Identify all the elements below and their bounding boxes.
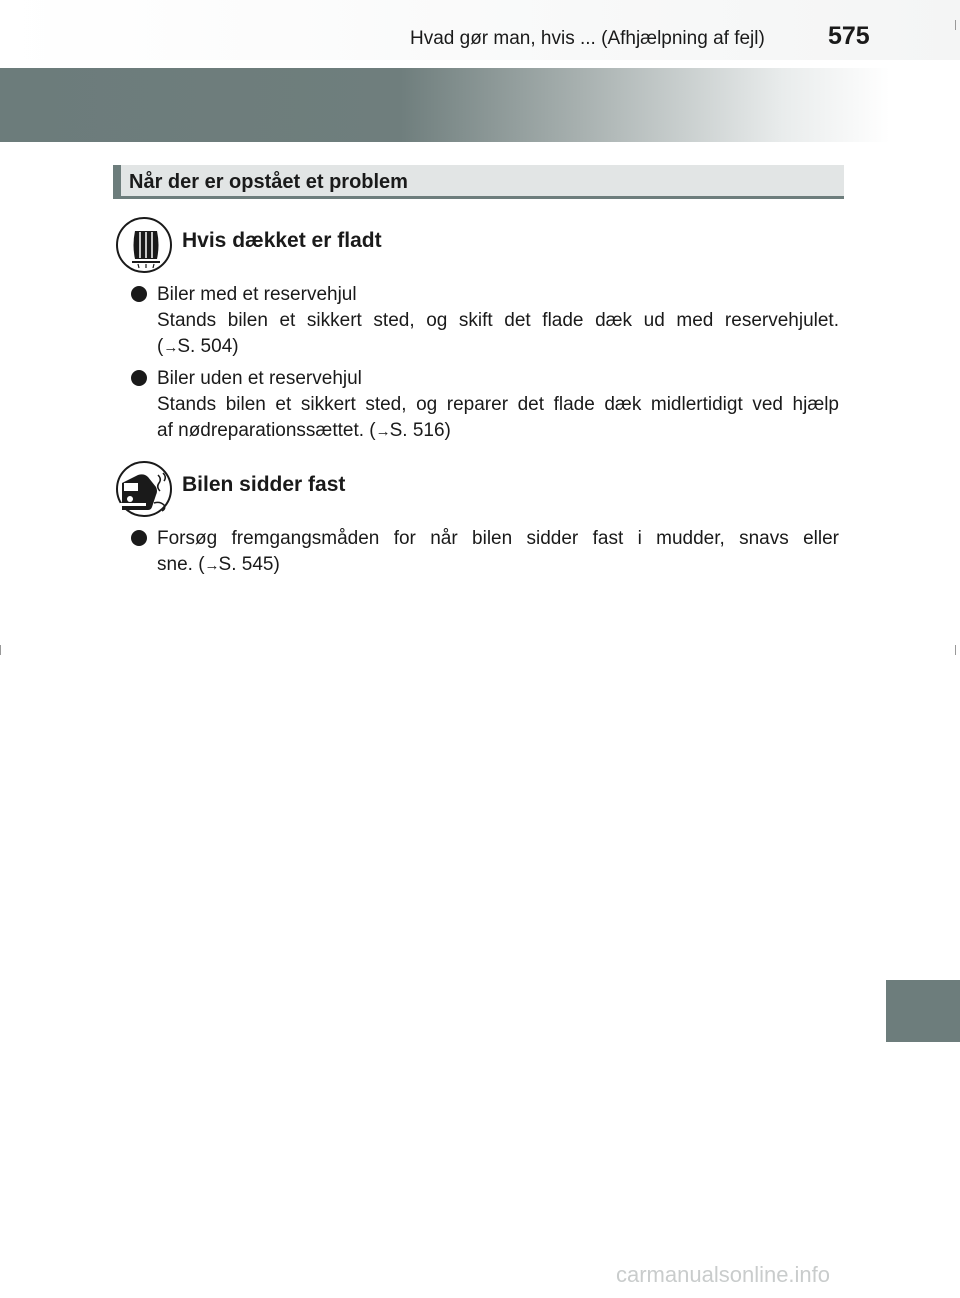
ref-text[interactable]: S. 516) bbox=[389, 420, 451, 441]
ref-open: ( bbox=[157, 336, 164, 357]
section-heading bbox=[113, 165, 844, 199]
chapter-title-band bbox=[0, 68, 890, 142]
item-body-line2: sne. ( bbox=[157, 554, 205, 575]
crop-mark bbox=[955, 645, 956, 655]
item-heading: Biler med et reservehjul bbox=[157, 284, 357, 305]
chapter-side-tab[interactable] bbox=[886, 980, 960, 1042]
subsection-title-flat-tire: Hvis dækket er fladt bbox=[182, 229, 382, 252]
footer-watermark: carmanualsonline.info bbox=[616, 1262, 831, 1287]
arrow-icon: → bbox=[163, 339, 178, 356]
list-item-stuck-vehicle bbox=[157, 526, 839, 579]
page-reference[interactable] bbox=[157, 334, 839, 361]
bullet-dot bbox=[131, 286, 147, 302]
stuck-vehicle-icon bbox=[116, 461, 172, 517]
ref-text: S. 504) bbox=[177, 336, 239, 357]
subsection-title-stuck: Bilen sidder fast bbox=[182, 473, 346, 496]
page-number: 575 bbox=[828, 22, 870, 50]
item-body: Forsøg fremgangsmåden for når bilen sidder fast i mudder, snavs eller bbox=[157, 528, 839, 549]
arrow-icon: → bbox=[204, 557, 219, 574]
bullet-dot bbox=[131, 530, 147, 546]
item-body: Stands bilen et sikkert sted, og skift det flade dæk ud med reservehjulet. bbox=[157, 310, 839, 331]
crop-mark bbox=[955, 20, 956, 30]
item-body-continued bbox=[157, 418, 839, 445]
crop-mark bbox=[0, 645, 1, 655]
bullet-dot bbox=[131, 370, 147, 386]
flat-tire-icon bbox=[116, 217, 172, 273]
running-title: Hvad gør man, hvis ... (Afhjælpning af fejl) bbox=[410, 28, 765, 49]
item-body: Stands bilen et sikkert sted, og reparer det flade dæk midlertidigt ved hjælp bbox=[157, 394, 839, 415]
section-heading-label: Når der er opstået et problem bbox=[129, 171, 408, 193]
ref-text[interactable]: S. 545) bbox=[218, 554, 280, 575]
section-heading-accent bbox=[113, 165, 121, 199]
arrow-icon: → bbox=[375, 423, 390, 440]
list-item-no-spare-wheel bbox=[157, 366, 839, 445]
list-item-spare-wheel bbox=[157, 282, 839, 361]
item-heading: Biler uden et reservehjul bbox=[157, 368, 362, 389]
item-body-line2: af nødreparationssættet. ( bbox=[157, 420, 376, 441]
item-body-continued bbox=[157, 552, 839, 579]
